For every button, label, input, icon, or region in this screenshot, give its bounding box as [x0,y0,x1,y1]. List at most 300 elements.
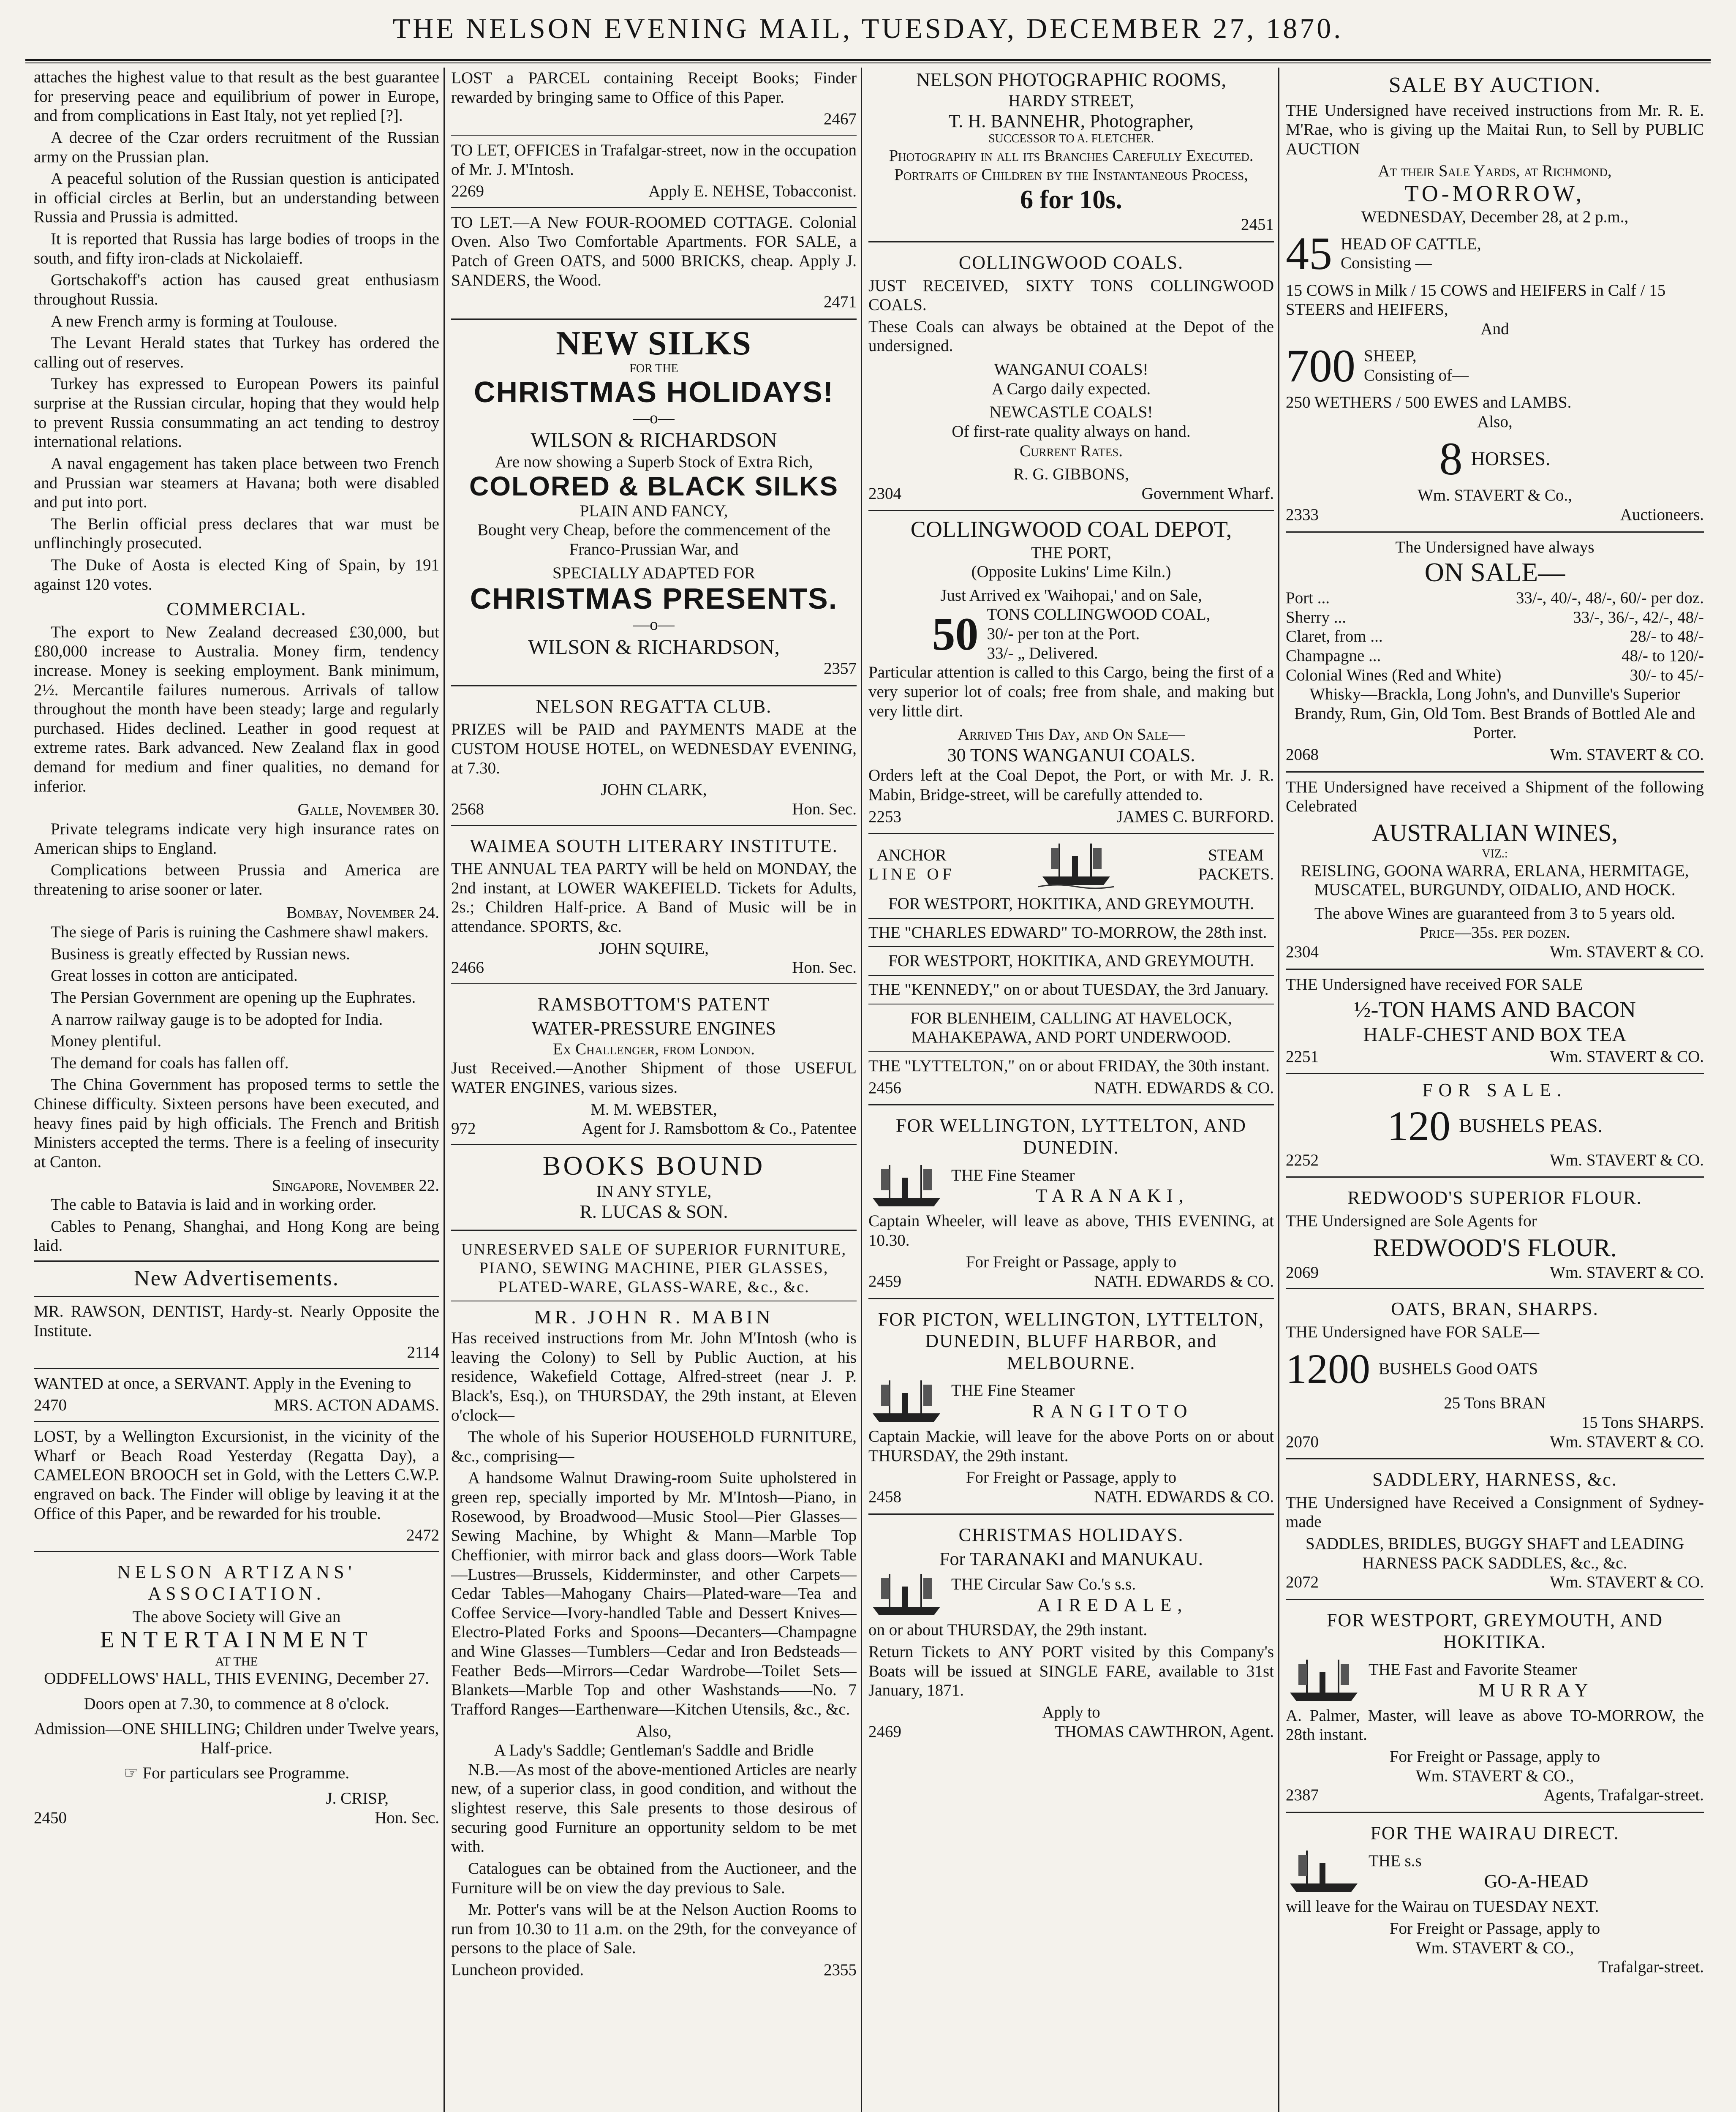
ad-text: STEAM [1208,846,1264,864]
ad-signature: JAMES C. BURFORD. [1116,807,1274,826]
ad-number: 2467 [824,110,857,128]
ad-text: Doors open at 7.30, to commence at 8 o'clock. [84,1694,389,1713]
ad-number: 2333 [1286,505,1319,524]
ad-heading: NELSON REGATTA CLUB. [536,696,772,717]
price-row: Port ... 33/-, 40/-, 48/-, 60/- per doz. [1286,589,1704,607]
ad-text: 33/- „ Delivered. [987,644,1098,662]
ad-firm: WILSON & RICHARDSON, [528,634,780,659]
ad-text: THE Undersigned have Received a Consignment of Sydney-made [1286,1493,1704,1531]
rule [451,135,857,136]
ad-title: BOOKS BOUND [542,1150,765,1181]
ad-signature: R. G. GIBBONS, [1013,465,1129,484]
ad-peas [1286,1078,1704,1171]
ad-price: 6 for 10s. [1020,185,1122,214]
ad-text: The above Wines are guaranteed from 3 to 5 years old. [1314,904,1676,923]
ad-text: For Freight or Passage, apply to [1389,1919,1600,1938]
news-paragraph: The China Government has proposed terms to settle the Chinese difficulty. Sixteen persons have been executed, and heavy fines paid by high officials. The French and British Ministers accepted the terms. There is a feeling of insecurity at Canton. [34,1075,439,1171]
ad-number: 2070 [1286,1432,1319,1451]
ad-text: N.B.—As most of the above-mentioned Articles are nearly new, of a superior class, in good condition, and without the slightest reserve, this Sale presents to those desirous of securing good Furniture an opportunity seldom to be met with. [451,1760,857,1856]
ad-heading: REDWOOD'S SUPERIOR FLOUR. [1347,1187,1642,1208]
ad-text: Consisting — [1341,254,1432,272]
rule [868,946,1274,947]
steamship-icon [1286,1846,1362,1897]
ad-text: At their Sale Yards, at Richmond, [1378,161,1612,180]
ad-signature: J. CRISP, [326,1789,389,1808]
ad-text: Apply to [1042,1703,1100,1721]
ad-text: FOR WESTPORT, HOKITIKA, AND GREYMOUTH. [888,952,1254,970]
ad-heading: COLLINGWOOD COALS. [958,252,1184,273]
ad-text: Are now showing a Superb Stock of Extra Rich, [495,452,813,471]
news-paragraph: The demand for coals has fallen off. [51,1053,289,1072]
ad-text: (Opposite Lukins' Lime Kiln.) [971,563,1171,581]
ad-lost-parcel [451,68,857,131]
ad-title: TO-MORROW, [1404,181,1585,207]
ad-australian-wines [1286,777,1704,963]
ad-signature: Hon. Sec. [792,800,857,818]
rule [451,318,857,320]
ad-text: The Undersigned have always [1395,538,1595,556]
ad-signature: NATH. EDWARDS & CO. [1094,1487,1274,1506]
ad-text: 15 Tons SHARPS. [1581,1413,1704,1432]
ad-text: BUSHELS Good OATS [1379,1360,1538,1378]
ad-text: Agents, Trafalgar-street. [1543,1786,1704,1804]
ad-number: 2304 [868,484,901,503]
rule [34,1551,439,1552]
column-divider [1278,68,1279,2112]
ad-text: Whisky—Brackla, Long John's, and Dunville's Superior Brandy, Rum, Gin, Old Tom. Best Brands of Bottled Ale and Porter. [1294,685,1695,742]
rule [868,1051,1274,1052]
ad-signature: MRS. ACTON ADAMS. [274,1396,439,1415]
ad-text: —o— [633,408,675,427]
ad-text: Also, [636,1722,672,1740]
ad-text: ANCHOR [876,846,947,864]
rule [1286,1288,1704,1289]
news-paragraph: A new French army is forming at Toulouse. [51,312,337,330]
ad-list: REISLING, GOONA WARRA, ERLANA, HERMITAGE, MUSCATEL, BURGUNDY, OIDALIO, AND HOCK. [1301,861,1689,899]
rule [868,510,1274,511]
ad-text: FOR WESTPORT, HOKITIKA, AND GREYMOUTH. [888,895,1254,913]
news-paragraph: A naval engagement has taken place between two French and Prussian war steamers at Havana; both were disabled and put into port. [34,454,439,512]
ad-text: NEWCASTLE COALS! [989,403,1153,422]
ad-signature: Wm. STAVERT & CO. [1550,746,1704,764]
ad-number-big: 45 [1286,228,1332,280]
ad-number: 2068 [1286,746,1319,764]
ad-text: Return Tickets to ANY PORT visited by this Company's Boats will be issued at SINGLE FARE, available to 31st January, 1871. [868,1643,1274,1700]
rule [451,825,857,826]
ad-text: Bought very Cheap, before the commencement of the Franco-Prussian War, and [477,521,831,559]
ad-text: THE Undersigned have received instructions from Mr. R. E. M'Rae, who is giving up the Maitai Run, to Sell by PUBLIC AUCTION [1286,101,1704,158]
ad-signature: Wm. STAVERT & CO., [1415,1766,1574,1785]
ad-text: ☞ For particulars see Programme. [123,1764,350,1783]
ad-text: A handsome Walnut Drawing-room Suite upholstered in green rep, specially imported by Mr. M'Intosh—Piano, in Rosewood, by Broadwood—Music Stool—Pier Glasses—Sewing Machine, by Whight & Mann—Marble Top Cheffionier, with mirror back and glass doors—Work Table—Lustres—Brussels, Kidderminster, and other Carpets—Cedar Tables—Mahogany Chairs—Plated-ware—Tea and Coffee Service—Ivory-handled Table and Dessert Knives—Electro-Plated Forks and Spoons—Decanters—Champagne and Wine Glasses—Tumblers—Cedar and Iron Bedsteads—Feather Beds—Mirrors—Cedar Wardrobe—Toilet Sets—Blankets—Marble Top and other Washstands——No. 7 Trafford Ranges—Earthenware—Kitchen Utensils, &c., &c. [451,1469,857,1718]
ad-signature: Wm. STAVERT & CO. [1550,1151,1704,1169]
ad-oats [1286,1293,1704,1453]
ad-text: Luncheon provided. [451,1961,584,1979]
news-paragraph: The Persian Government are opening up the Euphrates. [51,988,416,1007]
ad-text: Mr. Potter's vans will be at the Nelson Auction Rooms to run from 10.30 to 11 a.m. on the 29th, for the conveyance of persons to the place of Sale. [451,1900,857,1957]
steamship-icon [868,1376,944,1427]
ad-text: WEDNESDAY, December 28, at 2 p.m., [1361,207,1629,226]
rule [34,1421,439,1422]
ad-text: Catalogues can be obtained from the Auctioneer, and the Furniture will be on view the day previous to Sale. [451,1859,857,1897]
price-row: Champagne ... 48/- to 120/- [1286,646,1704,665]
ad-text: LINE OF [868,865,955,884]
news-paragraph: A peaceful solution of the Russian question is anticipated in official circles at Berlin, but an understanding between Russia and Prussia is admitted. [34,169,439,226]
rule [868,1513,1274,1515]
ad-number: 2469 [868,1722,901,1741]
news-paragraph: Cables to Penang, Shanghai, and Hong Kong are being laid. [34,1217,439,1255]
ad-title: WATER-PRESSURE ENGINES [531,1018,776,1039]
ad-text: For TARANAKI and MANUKAU. [939,1548,1203,1569]
price-row: Sherry ... 33/-, 36/-, 42/-, 48/- [1286,608,1704,626]
column-divider [444,68,445,2112]
ad-number: 2252 [1286,1151,1319,1169]
ad-firm: WILSON & RICHARDSON [531,428,777,452]
ad-text: BUSHELS PEAS. [1459,1115,1603,1137]
ad-signature: NATH. EDWARDS & CO. [1094,1078,1274,1097]
ad-signature: JOHN CLARK, [601,781,707,799]
news-paragraph: A narrow railway gauge is to be adopted for India. [51,1010,383,1029]
rule [1286,531,1704,533]
ad-text: ODDFELLOWS' HALL, THIS EVENING, December 27. [44,1669,429,1687]
ad-title: CHRISTMAS HOLIDAYS! [473,375,834,408]
ad-text: Auctioneers. [1620,505,1704,524]
ad-text: SHEEP, [1364,347,1417,365]
steamship-icon [868,1570,944,1620]
ad-title: REDWOOD'S FLOUR. [1373,1234,1617,1262]
ship-name: AIREDALE, [1037,1594,1188,1615]
ad-anchor-line [868,838,1274,1099]
ad-text: And [1480,320,1509,338]
ad-number: 2451 [1241,215,1274,234]
ad-to-let-cottage [451,212,857,313]
ad-text: THE Undersigned are Sole Agents for [1286,1211,1537,1230]
ad-heading: FOR PICTON, WELLINGTON, LYTTELTON, DUNEDIN, BLUFF HARBOR, and MELBOURNE. [878,1309,1265,1373]
column-3 [868,68,1274,2112]
masthead-title: THE NELSON EVENING MAIL, TUESDAY, DECEMBER 27, 1870. [392,12,1344,44]
news-paragraph: The cable to Batavia is laid and in working order. [51,1195,377,1214]
ad-text: These Coals can always be obtained at the Depot of the undersigned. [868,317,1274,355]
ad-text: THE Undersigned have FOR SALE— [1286,1323,1540,1341]
ship-name: RANGITOTO [1032,1401,1193,1422]
news-paragraph: Great losses in cotton are anticipated. [51,966,298,985]
ad-list: 250 WETHERS / 500 EWES and LAMBS. [1286,393,1572,412]
ad-text: THE s.s [1369,1851,1422,1870]
ad-text: A Lady's Saddle; Gentleman's Saddle and Bridle [494,1741,814,1760]
news-paragraph: Private telegrams indicate very high insurance rates on American ships to England. [34,819,439,857]
ad-signature: Hon. Sec. [792,958,857,977]
ad-heading: WAIMEA SOUTH LITERARY INSTITUTE. [470,835,838,856]
ad-text: will leave for the Wairau on TUESDAY NEXT. [1286,1897,1599,1916]
ad-title: MR. JOHN R. MABIN [534,1306,774,1328]
ad-text: THE Undersigned have received FOR SALE [1286,975,1583,993]
ad-number: 2304 [1286,943,1319,961]
ad-number-big: 700 [1286,340,1355,392]
ad-signature: Wm. STAVERT & CO. [1550,1573,1704,1592]
ad-text: For Freight or Passage, apply to [1389,1747,1600,1766]
ad-number: 2459 [868,1272,901,1290]
ad-to-let-offices [451,140,857,203]
ad-text: HORSES. [1471,448,1551,470]
ad-text: MR. RAWSON, DENTIST, Hardy-st. Nearly Opposite the Institute. [34,1302,439,1340]
ad-heading: FOR WELLINGTON, LYTTELTON, AND DUNEDIN. [895,1115,1247,1158]
ad-text: A. Palmer, Master, will leave as above TO-MORROW, the 28th instant. [1286,1706,1704,1744]
ad-heading: RAMSBOTTOM'S PATENT [537,993,770,1015]
ad-text: THE Fast and Favorite Steamer [1369,1660,1577,1679]
ad-text: THE Circular Saw Co.'s s.s. [951,1575,1136,1593]
ad-number: 2114 [407,1343,439,1362]
dateline: Singapore, November 22. [272,1176,439,1195]
dateline: Galle, November 30. [297,800,439,819]
ad-wines-spirits [1286,537,1704,766]
ad-text: For Freight or Passage, apply to [966,1253,1177,1271]
rule [1286,771,1704,773]
column-divider [861,68,862,2112]
news-paragraph: The Berlin official press declares that war must be unflinchingly prosecuted. [34,514,439,552]
ad-auction [1286,68,1704,526]
ad-text: Orders left at the Coal Depot, the Port, or with Mr. J. R. Mabin, Bridge-street, will be carefully attended to. [868,766,1274,804]
rule [1286,1176,1704,1178]
ad-wairau [1286,1817,1704,1979]
ad-new-silks [451,324,857,680]
ad-regatta [451,691,857,821]
ad-number: 2466 [451,958,484,977]
ad-text: PACKETS. [1198,865,1274,884]
ad-collingwood-coals [868,247,1274,505]
ad-text: Has received instructions from Mr. John M'Intosh (who is leaving the Colony) to Sell by Public Auction, at his residence, Wakefield Cottage, Alfred-street (near J. P. Black's, Esq.), on THURSDAY, the 29th instant, at Eleven o'clock— [451,1329,857,1424]
ad-number-big: 120 [1387,1102,1451,1149]
news-paragraph: Business is greatly effected by Russian news. [51,944,350,963]
ship-name: MURRAY [1478,1679,1594,1701]
ad-signature: THOMAS CAWTHRON, Agent. [1054,1722,1274,1741]
ad-title: ½-TON HAMS AND BACON [1353,997,1636,1023]
news-paragraph: attaches the highest value to that result as the best guarantee for preserving peace and equilibrium of power in Europe, and from complications in East Italy, not yet replied [?]. [34,68,439,125]
ad-number: 2471 [824,293,857,311]
column-2 [451,68,857,2112]
ad-text: THE Undersigned have received a Shipment of the following Celebrated [1286,778,1704,816]
rule [451,983,857,984]
rule [34,1296,439,1297]
rule [868,975,1274,976]
ad-text: PRIZES will be PAID and PAYMENTS MADE at the CUSTOM HOUSE HOTEL, on WEDNESDAY EVENING, at 7.30. [451,720,857,777]
ad-signature: Wm. STAVERT & CO. [1550,1432,1704,1451]
steamship-icon [1286,1655,1362,1706]
ad-text: A Cargo daily expected. [991,379,1151,398]
news-paragraph: The siege of Paris is ruining the Cashmere shawl makers. [51,923,429,942]
ad-saddlery [1286,1464,1704,1594]
ad-hams-bacon [1286,974,1704,1068]
ad-list: 15 COWS in Milk / 15 COWS and HEIFERS in Calf / 15 STEERS and HEIFERS, [1286,281,1666,319]
ad-number: 972 [451,1119,476,1138]
ad-number-big: 50 [932,608,979,660]
ad-title: ON SALE— [1424,557,1565,588]
ad-text: THE "LYTTELTON," on or about FRIDAY, the 30th instant. [868,1056,1270,1075]
ad-text: LOST, by a Wellington Excursionist, in the vicinity of the Wharf or Beach Road Yesterday (Regatta Day), a CAMELEON BROOCH set in Gold, with the Letters C.W.P. engraved on back. The Finder will oblige by leaving it at the Office of this Paper, and be rewarded for his trouble. [34,1427,439,1523]
ad-text: LOST a PARCEL containing Receipt Books; Finder rewarded by bringing same to Office of this Paper. [451,69,857,106]
ad-text: VIZ.: [1482,847,1508,860]
news-paragraph: The export to New Zealand decreased £30,000, but £80,000 increase to Australia. Money firm, tendency increase. Money is seeking employment. Bank minimum, 2½. Mercantile failures numerous. Arrivals of tallow throughout the month have been steady; large and regularly purchased. Hides declined. Leather in good request at extreme rates. Bark advanced. New Zealand flax in good demand for medium and finer qualities, no demand for inferior. [34,623,439,795]
ad-text: Just Received.—Another Shipment of those USEFUL WATER ENGINES, various sizes. [451,1059,857,1097]
ad-text: Agent for J. Ramsbottom & Co., Patentee [581,1119,857,1138]
ad-text: Of first-rate quality always on hand. [952,422,1191,441]
ad-text: Arrived This Day, and On Sale— [958,725,1185,744]
ad-coal-depot [868,515,1274,828]
ad-title: COLORED & BLACK SILKS [469,471,838,502]
ad-number: 2450 [34,1808,67,1827]
ad-text: THE "KENNEDY," on or about TUESDAY, the 3rd January. [868,980,1269,999]
ad-text: Also, [1477,413,1513,431]
rule [1286,1599,1704,1600]
ad-signature: Wm. STAVERT & CO. [1550,943,1704,961]
ad-text: Admission—ONE SHILLING; Children under Twelve years, Half-price. [34,1720,439,1757]
ad-text: Captain Mackie, will leave for the above Ports on or about THURSDAY, the 29th instant. [868,1427,1274,1465]
price-row: Colonial Wines (Red and White) 30/- to 45/- [1286,666,1704,684]
column-4 [1286,68,1704,2112]
ad-text: Just Arrived ex 'Waihopai,' and on Sale, [940,586,1202,604]
rule [451,1144,857,1145]
ad-text: WANGANUI COALS! [994,360,1148,379]
ad-text: HARDY STREET, [1008,91,1134,110]
ad-taranaki [868,1110,1274,1293]
ad-number: 2072 [1286,1573,1319,1592]
ad-text: For Freight or Passage, apply to [966,1468,1177,1487]
ad-number: 2251 [1286,1047,1319,1066]
pointing-hand-icon: ☞ [123,1764,143,1783]
rule [451,685,857,686]
ad-heading: CHRISTMAS HOLIDAYS. [958,1524,1184,1545]
ad-title: COLLINGWOOD COAL DEPOT, [910,517,1232,542]
ad-text: FOR BLENHEIM, CALLING AT HAVELOCK, MAHAKEPAWA, AND PORT UNDERWOOD. [910,1009,1232,1047]
ad-heading: FOR WESTPORT, GREYMOUTH, AND HOKITIKA. [1326,1609,1663,1652]
ad-text: TO LET, OFFICES in Trafalgar-street, now in the occupation of Mr. J. M'Intosh. [451,141,857,179]
ad-heading: FOR THE WAIRAU DIRECT. [1370,1822,1619,1843]
ad-text: FOR THE [629,362,678,375]
ad-number: 2387 [1286,1786,1319,1804]
ad-heading: FOR SALE. [1422,1080,1567,1101]
news-paragraph: Gortschakoff's action has caused great enthusiasm throughout Russia. [34,271,439,308]
ad-number: 2456 [868,1078,901,1097]
ad-title: HALF-CHEST AND BOX TEA [1363,1023,1627,1046]
ad-photographic [868,68,1274,236]
ad-text: Portraits of Children by the Instantaneous Process, [894,166,1248,184]
ad-text: SUCCESSOR TO A. FLETCHER. [988,132,1154,145]
ad-text: THE Fine Steamer [951,1381,1075,1400]
ad-text: Ex Challenger, from London. [553,1040,755,1058]
ad-text: Current Rates. [1019,441,1123,460]
ad-text: Price—35s. per dozen. [1419,923,1570,942]
ad-heading: NELSON ARTIZANS' ASSOCIATION. [117,1561,356,1604]
ad-text: IN ANY STYLE, [596,1182,712,1200]
ad-number-big: 8 [1439,433,1463,484]
ad-title: NEW SILKS [556,324,752,362]
ad-text: WANTED at once, a SERVANT. Apply in the Evening to [34,1374,411,1393]
rule [868,1298,1274,1299]
ad-list: SADDLES, BRIDLES, BUGGY SHAFT and LEADING HARNESS PACK SADDLES, &c., &c. [1306,1534,1684,1572]
ship-name: GO-A-HEAD [1484,1871,1589,1892]
ad-text: TONS COLLINGWOOD COAL, [987,605,1211,624]
rule [868,241,1274,242]
ad-text: 30/- per ton at the Port. [987,625,1140,643]
ad-lost-brooch [34,1426,439,1547]
price-row: Claret, from ... 28/- to 48/- [1286,627,1704,646]
ad-waimea [451,830,857,979]
ad-flour [1286,1182,1704,1284]
ad-text: 25 Tons BRAN [1444,1394,1546,1413]
ad-title: AUSTRALIAN WINES, [1371,819,1618,846]
rule [34,1260,439,1262]
ad-text: Trafalgar-street. [1598,1958,1704,1976]
ad-text: 30 TONS WANGANUI COALS. [947,744,1195,765]
rule [451,207,857,208]
masthead-rule [25,59,1711,61]
ad-text: —o— [633,615,675,634]
ad-title: NELSON PHOTOGRAPHIC ROOMS, [916,69,1226,90]
ad-signature: R. LUCAS & SON. [580,1201,728,1222]
ad-title: CHRISTMAS PRESENTS. [470,582,838,615]
ad-number: 2472 [406,1526,439,1545]
ad-heading: UNRESERVED SALE OF SUPERIOR FURNITURE, PIANO, SEWING MACHINE, PIER GLASSES, PLATED-WARE, GLASS-WARE, &c., &c. [461,1240,847,1296]
ad-text: Photography in all its Branches Carefully Executed. [889,146,1254,165]
ad-furniture-sale [451,1235,857,1981]
column-1 [34,68,439,2112]
news-paragraph: Complications between Prussia and America are threatening to arise sooner or later. [34,861,439,898]
ad-text: THE Fine Steamer [951,1166,1075,1184]
ad-text: on or about THURSDAY, the 29th instant. [868,1621,1148,1639]
ad-text: T. H. BANNEHR, Photographer, [948,111,1194,132]
ad-signature: M. M. WEBSTER, [590,1100,717,1119]
masthead [0,0,1736,63]
ship-name: TARANAKI, [1036,1185,1189,1206]
ad-heading: SADDLERY, HARNESS, &c. [1372,1469,1617,1490]
ad-text: PLAIN AND FANCY, [580,501,728,520]
rule [1286,1812,1704,1813]
ad-signature: Hon. Sec. [375,1808,439,1827]
ad-artizans [34,1556,439,1829]
ad-text: SPECIALLY ADAPTED FOR [552,563,756,582]
rule [1286,1073,1704,1074]
ad-signature: JOHN SQUIRE, [599,939,709,958]
rule [34,1368,439,1369]
ad-number-big: 1200 [1286,1345,1370,1393]
ad-heading: SALE BY AUCTION. [1388,73,1601,97]
ad-number: 2269 [451,182,484,201]
ad-text: THE ANNUAL TEA PARTY will be held on MONDAY, the 2nd instant, at LOWER WAKEFIELD. Tickets for Adults, 2s.; Children Half-price. A Band of Music will be in attendance. SPORTS, &c. [451,860,857,936]
ad-murray [1286,1604,1704,1807]
ad-books-bound [451,1149,857,1225]
news-paragraph: Money plentiful. [51,1032,162,1051]
news-paragraph: It is reported that Russia has large bodies of troops in the south, and fifty iron-clads at Nickolaieff. [34,230,439,267]
ad-text: HEAD OF CATTLE, [1341,234,1481,253]
ad-airedale [868,1519,1274,1743]
rule [868,1104,1274,1105]
news-paragraph: Turkey has expressed to European Powers its painful surprise at the Russian circular, hoping that they would help to prevent Russia consummating an act tending to destroy international relations. [34,375,439,451]
ad-number: 2568 [451,800,484,818]
rule [1286,1458,1704,1459]
rule [868,833,1274,834]
ad-text: JUST RECEIVED, SIXTY TONS COLLINGWOOD COALS. [868,276,1274,314]
ad-text: Particular attention is called to this Cargo, being the first of a very superior lot of coals; free from shale, and making but very little dirt. [868,663,1274,720]
ad-signature: Wm. STAVERT & Co., [1418,486,1572,505]
new-advertisements-heading: New Advertisements. [134,1266,339,1291]
ad-number: 2069 [1286,1263,1319,1282]
ad-text: AT THE [215,1654,258,1668]
rule [1286,969,1704,970]
news-paragraph: The Levant Herald states that Turkey has ordered the calling out of reserves. [34,334,439,371]
ad-text: The above Society will Give an [132,1607,341,1626]
ad-number: 2470 [34,1396,67,1415]
steamship-icon [868,1161,944,1211]
ad-number: 2355 [824,1961,857,1979]
